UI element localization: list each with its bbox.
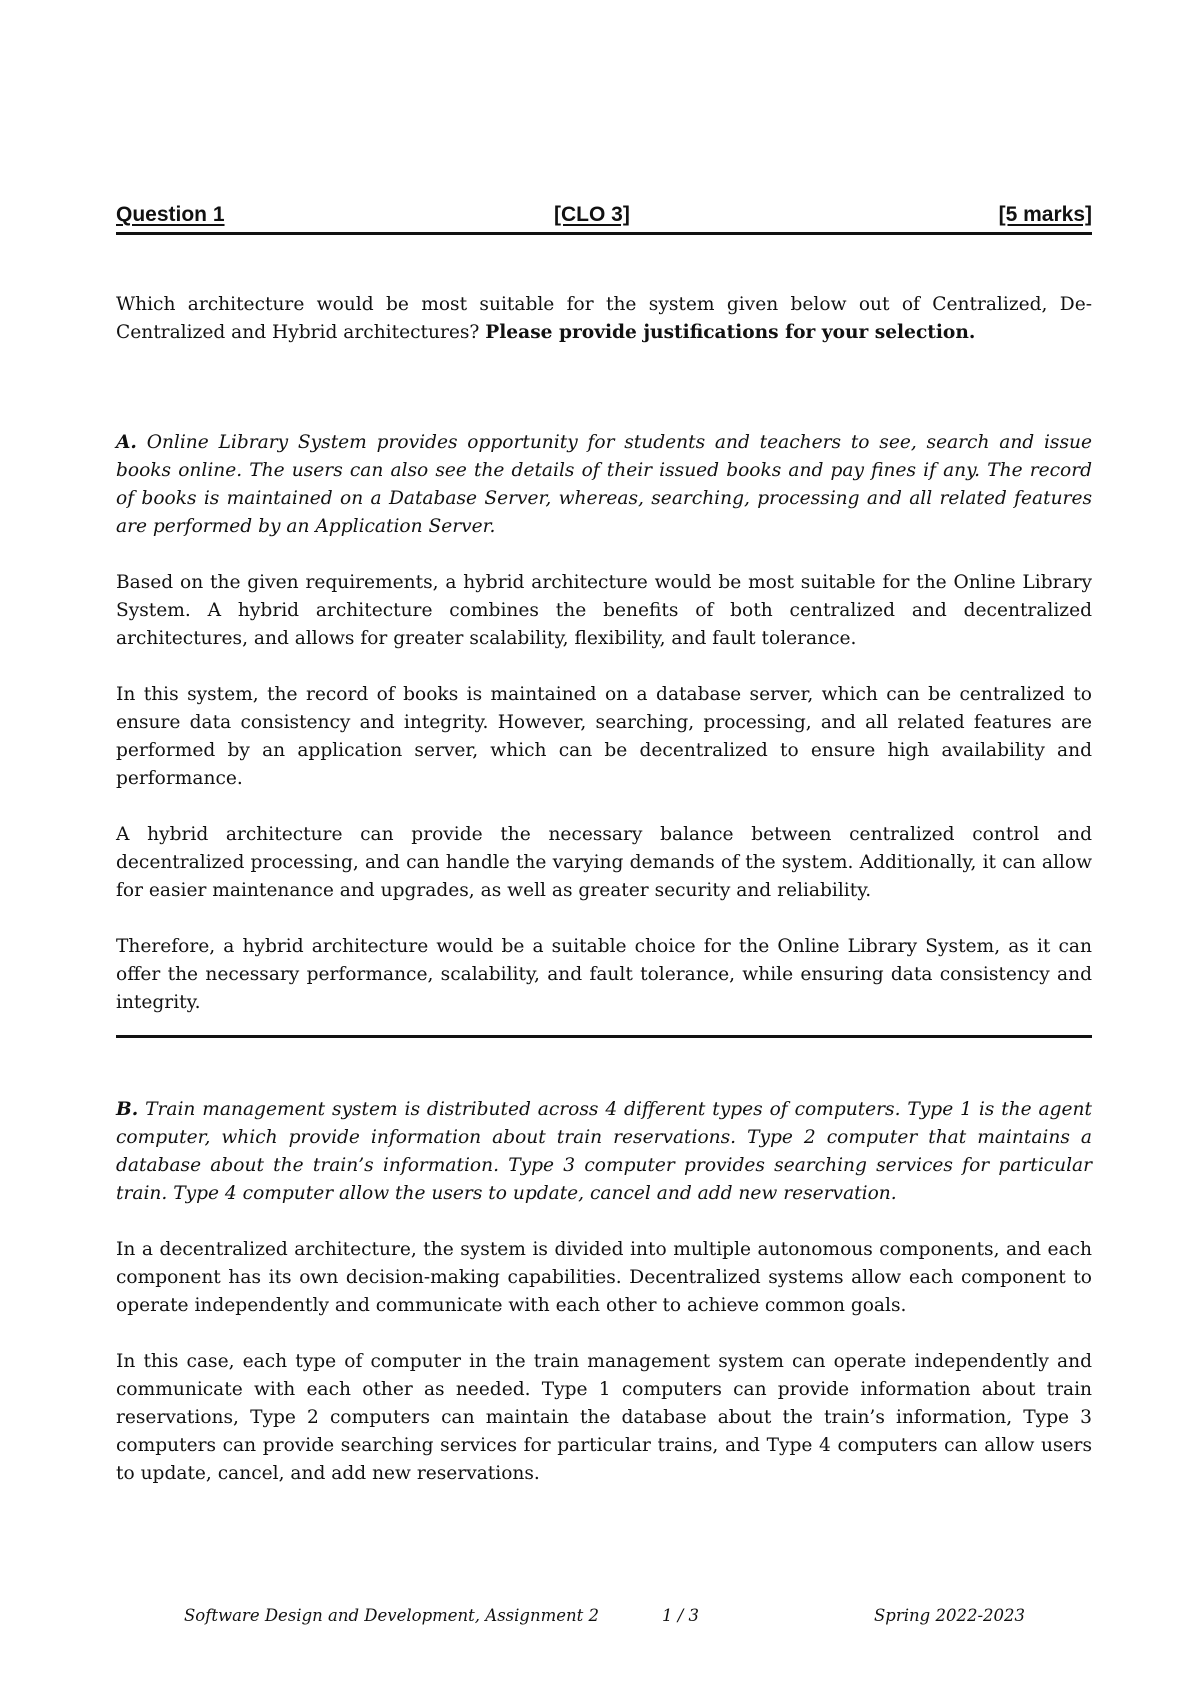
marks-label: [5 marks]: [998, 203, 1092, 226]
section-b-answer-paragraph: In a decentralized architecture, the system is divided into multiple autonomous components, and each component has its own decision-making capabilities. Decentralized systems allow each component to operate independently and communicate with each other to achieve common goals.: [116, 1239, 1092, 1316]
question-title: Question 1: [116, 203, 225, 226]
section-a-label: A.: [116, 432, 137, 453]
footer-course: Software Design and Development, Assignment 2: [184, 1606, 600, 1625]
question-intro: [116, 291, 1092, 347]
question-header: [116, 202, 1092, 235]
section-a-answer-paragraph: In this system, the record of books is maintained on a database server, which can be centralized to ensure data consistency and integrity. However, searching, processing, and all related features are performed by an application server, which can be decentralized to ensure high availability and performance.: [116, 684, 1092, 789]
section-a-answer-paragraph: Based on the given requirements, a hybrid architecture would be most suitable for the Online Library System. A hybrid architecture combines the benefits of both centralized and decentralized architectures, and allows for greater scalability, flexibility, and fault tolerance.: [116, 572, 1092, 649]
page-footer: [0, 1606, 1200, 1636]
section-b-answer-paragraph: In this case, each type of computer in the train management system can operate independently and communicate with each other as needed. Type 1 computers can provide information about train reservations, Type 2 computers can maintain the database about the train’s information, Type 3 computers can provide searching services for particular trains, and Type 4 computers can allow users to update, cancel, and add new reservations.: [116, 1351, 1092, 1484]
footer-page-number: 1 / 3: [662, 1606, 700, 1625]
footer-term: Spring 2022-2023: [874, 1606, 1026, 1625]
page-content: [116, 202, 1092, 1488]
intro-bold-instruction: Please provide justifications for your selection.: [485, 322, 976, 343]
intro-text: Which architecture would be most suitable for the system given below out of Centralized, De-Centralized and Hybrid architectures?: [116, 294, 1092, 343]
section-b-prompt: [116, 1096, 1092, 1208]
clo-label: [CLO 3]: [554, 203, 630, 226]
section-divider: [116, 1035, 1092, 1038]
section-b-label: B.: [116, 1099, 139, 1120]
section-a-prompt: [116, 429, 1092, 541]
section-a-answer-paragraph: Therefore, a hybrid architecture would be a suitable choice for the Online Library System, as it can offer the necessary performance, scalability, and fault tolerance, while ensuring data consistency and integrity.: [116, 936, 1092, 1013]
section-b-prompt-text: Train management system is distributed across 4 different types of computers. Type 1 is the agent computer, which provide information about train reservations. Type 2 computer that maintains a database about the train’s information. Type 3 computer provides searching services for particular train. Type 4 computer allow the users to update, cancel and add new reservation.: [116, 1099, 1092, 1204]
section-a-prompt-text: Online Library System provides opportunity for students and teachers to see, search and issue books online. The users can also see the details of their issued books and pay fines if any. The record of books is maintained on a Database Server, whereas, searching, processing and all related features are performed by an Application Server.: [116, 432, 1092, 537]
section-a-answer-paragraph: A hybrid architecture can provide the necessary balance between centralized control and decentralized processing, and can handle the varying demands of the system. Additionally, it can allow for easier maintenance and upgrades, as well as greater security and reliability.: [116, 824, 1092, 901]
